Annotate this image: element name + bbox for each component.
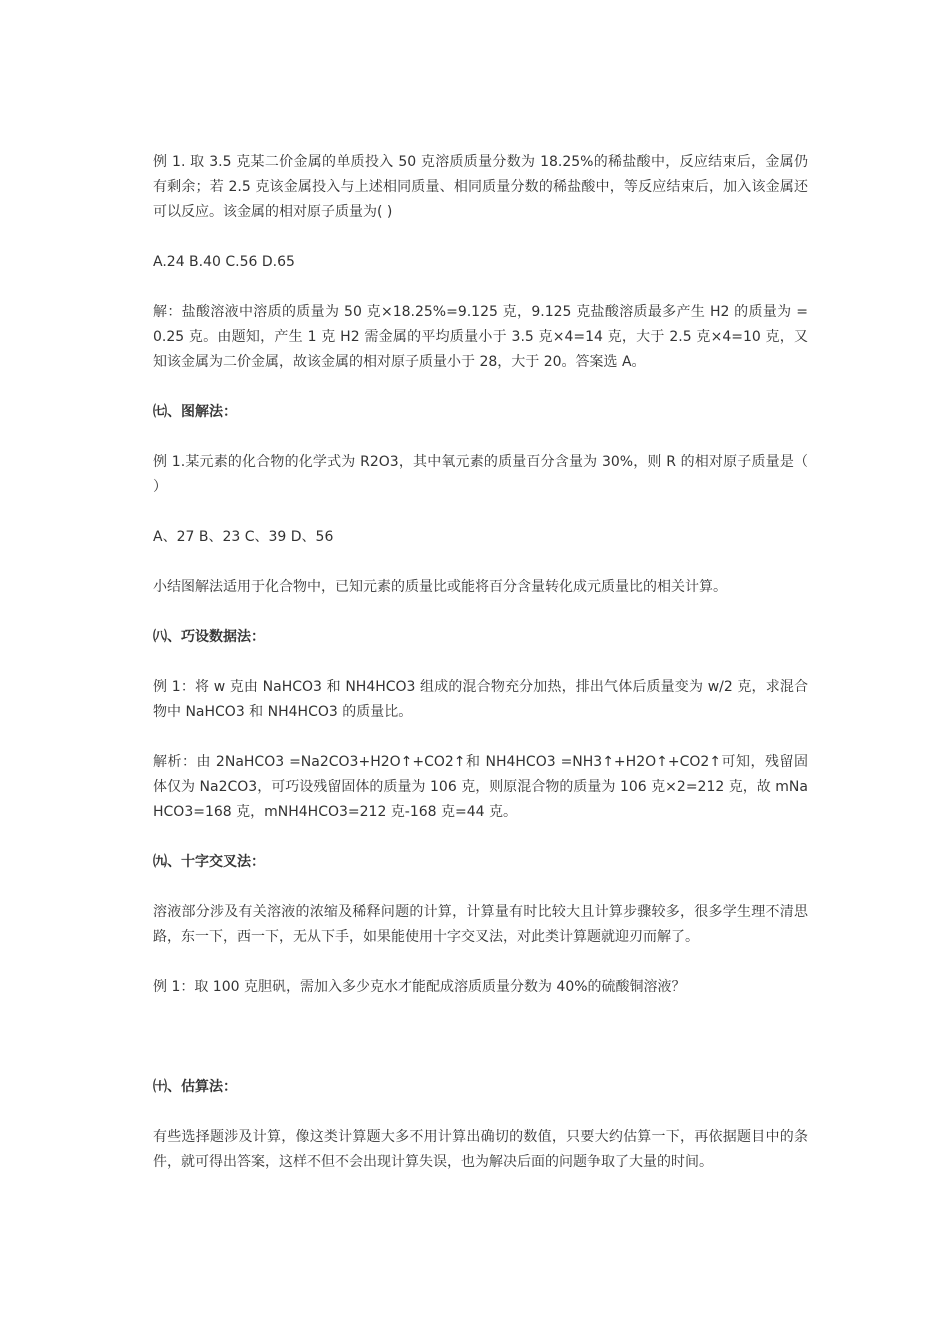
estimation-method-intro: 有些选择题涉及计算，像这类计算题大多不用计算出确切的数值，只要大约估算一下，再依据题目中的条件，就可得出答案，这样不但不会出现计算失误，也为解决后面的问题争取了大量的时间。 [153, 1129, 808, 1170]
document-page [153, 150, 808, 1200]
graphic-method-example: 例 1.某元素的化合物的化学式为 R2O3，其中氧元素的质量百分含量为 30%，则 R 的相对原子质量是（ ） [153, 454, 808, 495]
graphic-method-options: A、27 B、23 C、39 D、56 [153, 529, 334, 545]
example-1-solution: 解：盐酸溶液中溶质的质量为 50 克×18.25%=9.125 克，9.125 克盐酸溶质最多产生 H2 的质量为 =0.25 克。由题知，产生 1 克 H2 需金属的平均质量小于 3.5 克×4=14 克，大于 2.5 克×4=10 克，又知该金属为二价金属，故该金属的相对原子质量小于 28，大于 20。答案选 A。 [153, 304, 808, 370]
data-setting-analysis: 解析：由 2NaHCO3 =Na2CO3+H2O↑+CO2↑和 NH4HCO3 =NH3↑+H2O↑+CO2↑可知，残留固体仅为 Na2CO3，可巧设残留固体的质量为 106 克，则原混合物的质量为 106 克×2=212 克，故 mNaHCO3=168 克，mNH4HCO3=212 克-168 克=44 克。 [153, 754, 808, 820]
section-heading-estimation-method: ㈩、估算法： [153, 1079, 237, 1095]
blank-spacer [153, 1025, 808, 1075]
graphic-method-summary: 小结图解法适用于化合物中，已知元素的质量比或能将百分含量转化成元质量比的相关计算。 [153, 579, 727, 595]
section-heading-cross-method: ㈨、十字交叉法： [153, 854, 265, 870]
example-1-question: 例 1. 取 3.5 克某二价金属的单质投入 50 克溶质质量分数为 18.25%的稀盐酸中，反应结束后，金属仍有剩余；若 2.5 克该金属投入与上述相同质量、相同质量分数的稀盐酸中，等反应结束后，加入该金属还可以反应。该金属的相对原子质量为( ) [153, 154, 808, 220]
data-setting-example: 例 1：将 w 克由 NaHCO3 和 NH4HCO3 组成的混合物充分加热，排出气体后质量变为 w/2 克，求混合物中 NaHCO3 和 NH4HCO3 的质量比。 [153, 679, 808, 720]
cross-method-example: 例 1：取 100 克胆矾，需加入多少克水才能配成溶质质量分数为 40%的硫酸铜溶液？ [153, 979, 686, 995]
section-heading-data-setting-method: ㈧、巧设数据法： [153, 629, 265, 645]
cross-method-intro: 溶液部分涉及有关溶液的浓缩及稀释问题的计算，计算量有时比较大且计算步骤较多，很多学生理不清思路，东一下，西一下，无从下手，如果能使用十字交叉法，对此类计算题就迎刃而解了。 [153, 904, 808, 945]
example-1-options: A.24 B.40 C.56 D.65 [153, 254, 295, 270]
section-heading-graphic-method: ㈦、图解法： [153, 404, 237, 420]
